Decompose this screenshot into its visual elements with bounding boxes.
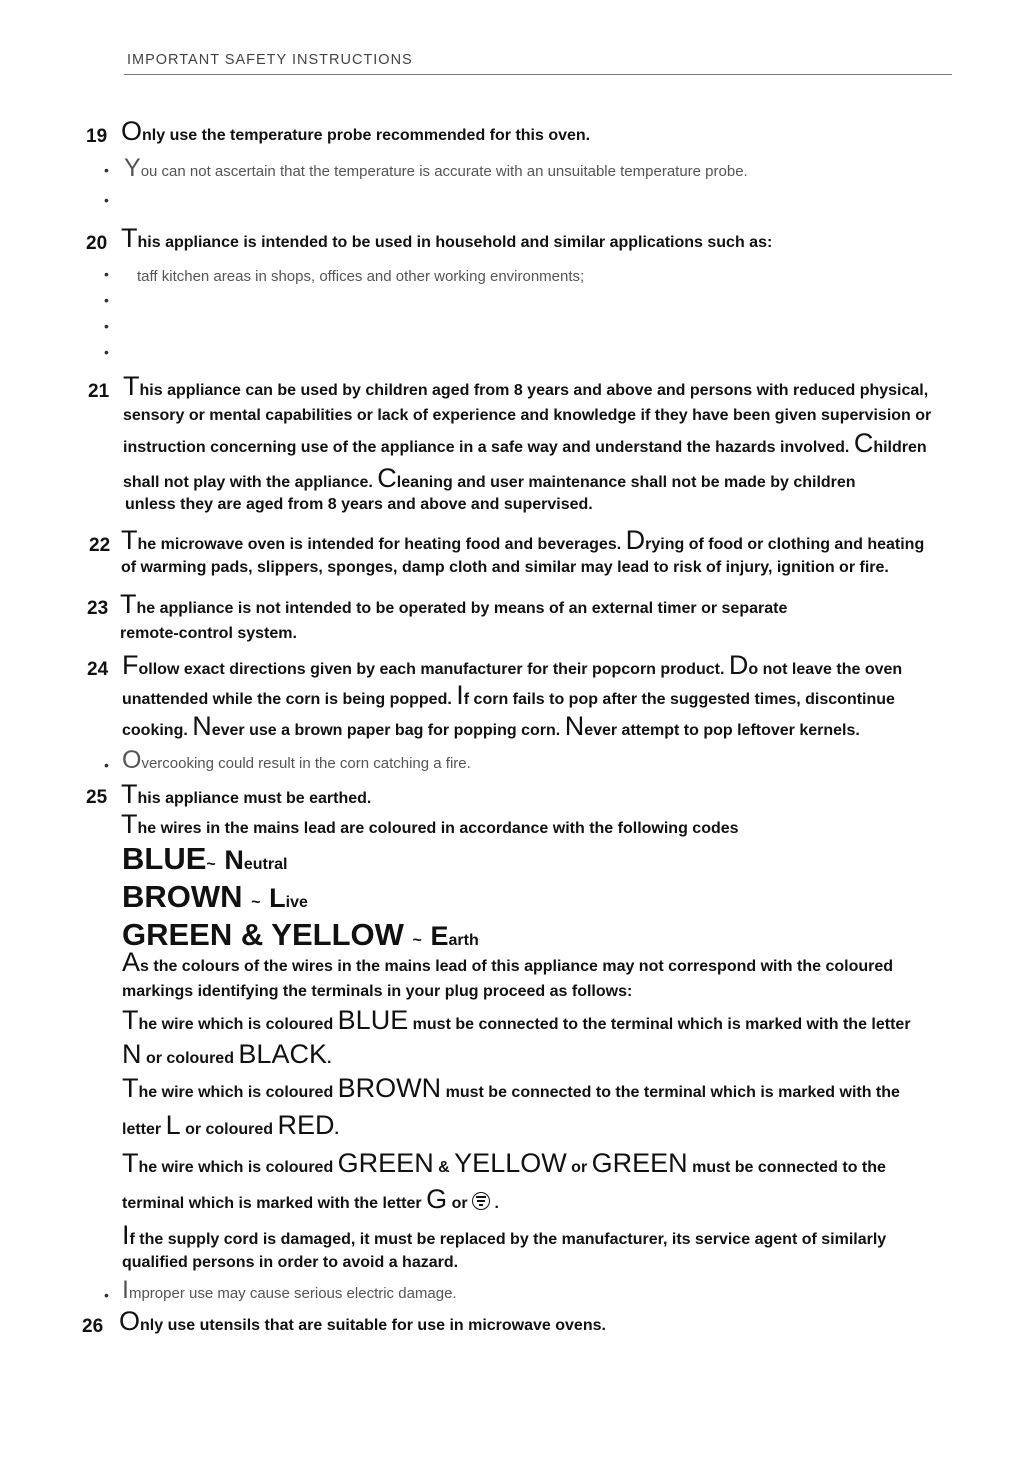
item-20-note: taff kitchen areas in shops, offices and other working environments;: [137, 268, 585, 285]
wire-rule-green-yellow-cont: terminal which is marked with the letter G or .: [122, 1184, 499, 1214]
wire-rule-blue: The wire which is coloured BLUE must be connected to the terminal which is marked with the letter: [122, 1005, 911, 1035]
item-number-23: 23: [87, 598, 109, 619]
item-25-line-2: The wires in the mains lead are coloured in accordance with the following codes: [121, 809, 739, 839]
item-24-note: Overcooking could result in the corn catching a fire.: [122, 746, 471, 774]
wire-code-green-yellow: GREEN & YELLOW ~ Earth: [122, 917, 479, 952]
wire-rule-green-yellow: The wire which is coloured GREEN & YELLOW or GREEN must be connected to the: [122, 1148, 886, 1178]
item-25-as-line-2: markings identifying the terminals in your plug proceed as follows:: [122, 983, 633, 1000]
wire-code-brown: BROWN ~ Live: [122, 879, 308, 914]
item-24-line-3: cooking. Never use a brown paper bag for popping corn. Never attempt to pop leftover kernels.: [122, 711, 860, 741]
earth-ground-icon: [472, 1192, 490, 1210]
item-19-note: You can not ascertain that the temperature is accurate with an unsuitable temperature probe.: [124, 154, 748, 182]
wire-rule-blue-cont: N or coloured BLACK.: [122, 1039, 332, 1069]
wire-code-blue: BLUE~ Neutral: [122, 841, 288, 876]
item-21-line-4: shall not play with the appliance. Cleaning and user maintenance shall not be made by children: [123, 463, 856, 493]
bullet: •: [104, 266, 109, 282]
item-number-24: 24: [87, 659, 109, 680]
item-number-21: 21: [88, 381, 110, 402]
item-21-line-5: unless they are aged from 8 years and above and supervised.: [125, 496, 593, 513]
item-number-26: 26: [82, 1316, 104, 1337]
bullet: •: [104, 292, 109, 308]
bullet: •: [104, 192, 109, 208]
item-21-line-1: This appliance can be used by children aged from 8 years and above and persons with reduced physical,: [123, 371, 929, 401]
bullet: •: [104, 344, 109, 360]
item-24-line-2: unattended while the corn is being popped. If corn fails to pop after the suggested times, discontinue: [122, 680, 895, 710]
item-number-25: 25: [86, 787, 108, 808]
item-19-heading: Only use the temperature probe recommended for this oven.: [121, 116, 591, 146]
item-26-heading: Only use utensils that are suitable for use in microwave ovens.: [119, 1306, 606, 1336]
bullet: •: [104, 757, 109, 773]
item-21-line-2: sensory or mental capabilities or lack of experience and knowledge if they have been given supervision or: [123, 407, 932, 424]
item-22-line-1: The microwave oven is intended for heating food and beverages. Drying of food or clothing and heating: [121, 525, 925, 555]
bullet: •: [104, 318, 109, 334]
wire-rule-brown-cont: letter L or coloured RED.: [122, 1110, 339, 1140]
item-21-line-3: instruction concerning use of the appliance in a safe way and understand the hazards involved. Children: [123, 428, 927, 458]
item-24-line-1: Follow exact directions given by each manufacturer for their popcorn product. Do not leave the oven: [122, 650, 903, 680]
item-25-supply-line-1: If the supply cord is damaged, it must be replaced by the manufacturer, its service agent of similarly: [122, 1220, 887, 1250]
item-23-line-1: The appliance is not intended to be operated by means of an external timer or separate: [120, 589, 788, 619]
item-25-line-1: This appliance must be earthed.: [121, 779, 372, 809]
item-23-line-2: remote-control system.: [120, 625, 297, 642]
wire-rule-brown: The wire which is coloured BROWN must be connected to the terminal which is marked with the: [122, 1073, 900, 1103]
item-22-line-2: of warming pads, slippers, sponges, damp cloth and similar may lead to risk of injury, ignition or fire.: [121, 559, 889, 576]
page-header: IMPORTANT SAFETY INSTRUCTIONS: [127, 52, 413, 68]
bullet: •: [104, 1287, 109, 1303]
header-rule: [124, 74, 952, 75]
item-25-supply-line-2: qualified persons in order to avoid a hazard.: [122, 1254, 459, 1271]
item-25-as-line-1: As the colours of the wires in the mains lead of this appliance may not correspond with the coloured: [122, 947, 894, 977]
item-number-22: 22: [89, 535, 111, 556]
bullet: •: [104, 162, 109, 178]
item-20-heading: This appliance is intended to be used in household and similar applications such as:: [121, 223, 773, 253]
item-number-19: 19: [86, 126, 108, 147]
item-number-20: 20: [86, 233, 108, 254]
item-25-note: Improper use may cause serious electric damage.: [122, 1276, 457, 1304]
